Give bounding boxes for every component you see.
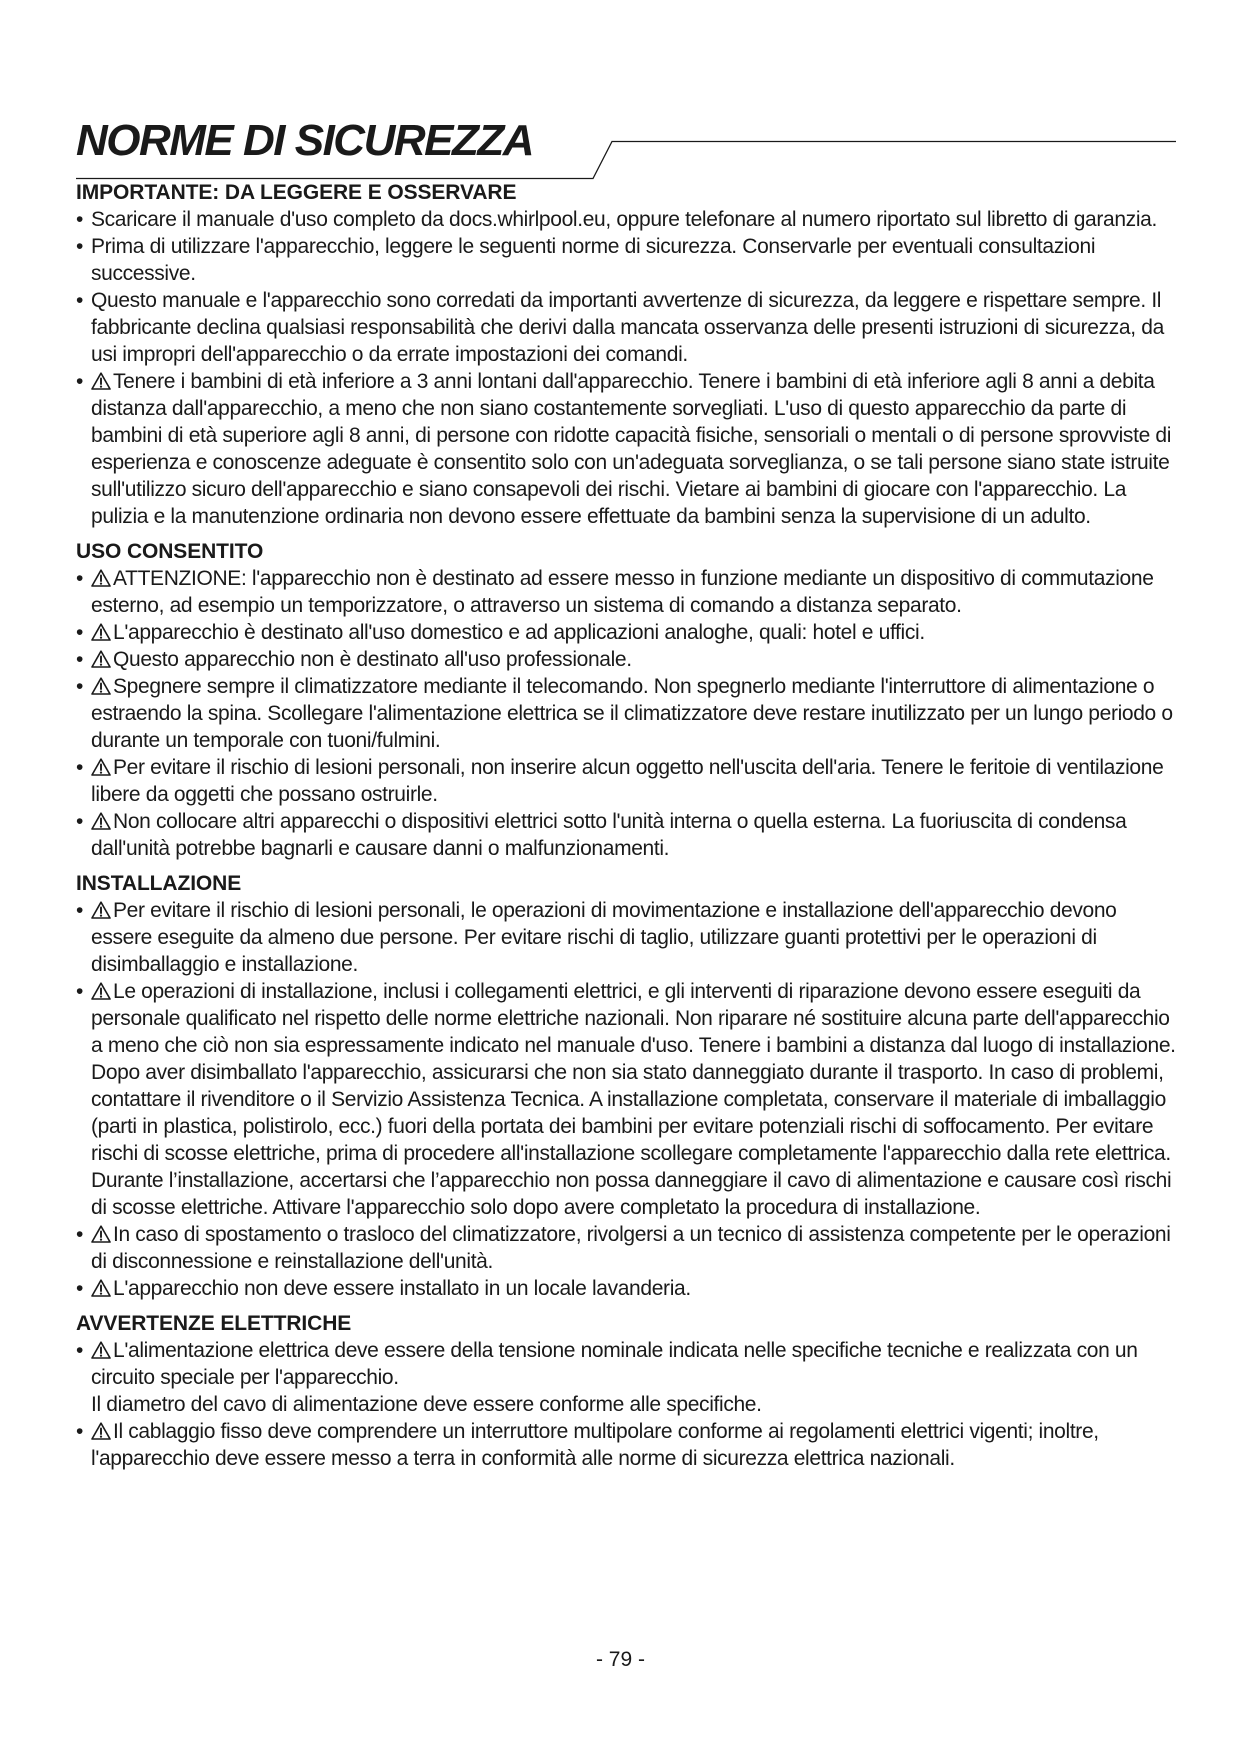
item-text: Tenere i bambini di età inferiore a 3 anni lontani dall'apparecchio. Tenere i bambini di età inferiore agli 8 anni a debita distanza dall'apparecchio, a meno che non siano costantemente sorvegliati. L'uso di questo apparecchio da parte di bambini di età superiore agli 8 anni, di persone con ridotte capacità fisiche, sensoriali o mentali o di persone sprovviste di esperienza e conoscenze adeguate è consentito solo con un'adeguata sorveglianza, o se tali persone siano state istruite sull'utilizzo sicuro dell'apparecchio e siano consapevoli dei rischi. Vietare ai bambini di giocare con l'apparecchio. La pulizia e la manutenzione ordinaria non devono essere effettuate da bambini senza la supervisione di un adulto. [91,370,1172,528]
page-number: - 79 - [595,1648,645,1671]
warning-icon [91,648,111,666]
item-text: Questo manuale e l'apparecchio sono corredati da importanti avvertenze di sicurezza, da leggere e rispettare sempre. Il fabbricante declina qualsiasi responsabilità che derivi dalla mancata osservanza delle presenti istruzioni di sicurezza, da usi impropri dell'apparecchio o da errate impostazioni dei comandi. [91,289,1164,366]
item-text: Per evitare il rischio di lesioni personali, le operazioni di movimentazione e installazione dell'apparecchio devono essere eseguite da almeno due persone. Per evitare rischi di taglio, utilizzare guanti protettivi per le operazioni di disimballaggio e installazione. [91,899,1117,976]
warning-icon [91,756,111,774]
list-item [76,754,1176,808]
list-item [76,978,1176,1221]
list-item [76,206,1176,233]
warning-icon [91,370,111,388]
bullet-list [76,1337,1176,1472]
item-text: Non collocare altri apparecchi o dispositivi elettrici sotto l'unità interna o quella esterna. La fuoriuscita di condensa dall'unità potrebbe bagnarli e causare danni o malfunzionamenti. [91,810,1127,860]
warning-icon [91,1277,111,1295]
list-item [76,673,1176,754]
item-text: Questo apparecchio non è destinato all'uso professionale. [113,648,632,671]
list-item [76,287,1176,368]
item-text: Spegnere sempre il climatizzatore mediante il telecomando. Non spegnerlo mediante l'interruttore di alimentazione o estraendo la spina. Scollegare l'alimentazione elettrica se il climatizzatore deve restare inutilizzato per un lungo periodo o durante un temporale con tuoni/fulmini. [91,675,1173,752]
warning-icon [91,567,111,585]
title-underline [76,130,1176,180]
warning-icon [91,1339,111,1357]
warning-icon [91,1223,111,1241]
item-text: Scaricare il manuale d'uso completo da docs.whirlpool.eu, oppure telefonare al numero riportato sul libretto di garanzia. [91,208,1157,231]
item-text: In caso di spostamento o trasloco del climatizzatore, rivolgersi a un tecnico di assistenza competente per le operazioni di disconnessione e reinstallazione dell'unità. [91,1223,1171,1273]
section-heading: AVVERTENZE ELETTRICHE [76,1312,352,1335]
item-text: L'alimentazione elettrica deve essere della tensione nominale indicata nelle specifiche tecniche e realizzata con un circuito speciale per l'apparecchio. [91,1339,1138,1389]
warning-icon [91,621,111,639]
list-item [76,619,1176,646]
section-heading: INSTALLAZIONE [76,872,242,895]
list-item [76,1337,1176,1418]
list-item [76,233,1176,287]
list-item [76,1275,1176,1302]
item-text: Prima di utilizzare l'apparecchio, leggere le seguenti norme di sicurezza. Conservarle per eventuali consultazioni successive. [91,235,1096,285]
section-heading: USO CONSENTITO [76,540,264,563]
list-item [76,1221,1176,1275]
bullet-list [76,206,1176,530]
warning-icon [91,1420,111,1438]
item-text: L'apparecchio è destinato all'uso domestico e ad applicazioni analoghe, quali: hotel e uffici. [113,621,925,644]
list-item [76,808,1176,862]
list-item [76,1418,1176,1472]
warning-icon [91,810,111,828]
item-text: ATTENZIONE: l'apparecchio non è destinato ad essere messo in funzione mediante un dispositivo di commutazione esterno, ad esempio un temporizzatore, o attraverso un sistema di comando a distanza separato. [91,567,1154,617]
item-text: Per evitare il rischio di lesioni personali, non inserire alcun oggetto nell'uscita dell'aria. Tenere le feritoie di ventilazione libere da oggetti che possano ostruirle. [91,756,1164,806]
bullet-list [76,565,1176,862]
item-text: Il cablaggio fisso deve comprendere un interruttore multipolare conforme ai regolamenti elettrici vigenti; inoltre, l'apparecchio deve essere messo a terra in conformità alle norme di sicurezza elettrica nazionali. [91,1420,1099,1470]
bullet-list [76,897,1176,1302]
safety-content [76,180,1176,1472]
warning-icon [91,675,111,693]
item-text: Le operazioni di installazione, inclusi i collegamenti elettrici, e gli interventi di riparazione devono essere eseguiti da personale qualificato nel rispetto delle norme elettriche nazionali. Non riparare né sostituire alcuna parte dell'apparecchio a meno che ciò non sia espressamente indicato nel manuale d'uso. Tenere i bambini a distanza dal luogo di installazione. Dopo aver disimballato l'apparecchio, assicurarsi che non sia stato danneggiato durante il trasporto. In caso di problemi, contattare il rivenditore o il Servizio Assistenza Tecnica. A installazione completata, conservare il materiale di imballaggio (parti in plastica, polistirolo, ecc.) fuori della portata dei bambini per evitare potenziali rischi di soffocamento. Per evitare rischi di scosse elettriche, prima di procedere all'installazione scollegare completamente l'apparecchio dalla rete elettrica. Durante l’installazione, accertarsi che l’apparecchio non possa danneggiare il cavo di alimentazione e causare così rischi di scosse elettriche. Attivare l'apparecchio solo dopo avere completato la procedura di installazione. [91,980,1176,1219]
page-title: NORME DI SICUREZZA [76,116,533,165]
item-extra-text: Il diametro del cavo di alimentazione deve essere conforme alle specifiche. [91,1393,762,1416]
warning-icon [91,899,111,917]
list-item [76,368,1176,530]
list-item [76,897,1176,978]
list-item [76,565,1176,619]
list-item [76,646,1176,673]
warning-icon [91,980,111,998]
section-heading: IMPORTANTE: DA LEGGERE E OSSERVARE [76,181,517,204]
item-text: L'apparecchio non deve essere installato in un locale lavanderia. [113,1277,691,1300]
